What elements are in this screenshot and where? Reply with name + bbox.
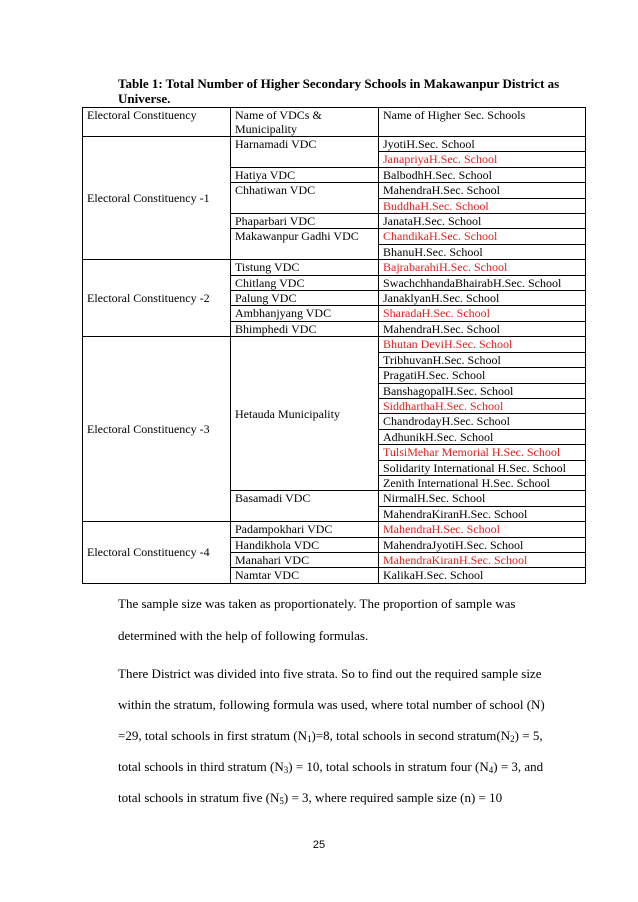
vdc-cell: Chitlang VDC xyxy=(231,275,379,290)
vdc-cell: Ambhanjyang VDC xyxy=(231,306,379,321)
school-cell: MahendraKiranH.Sec. School xyxy=(379,506,586,521)
school-cell: SiddharthaH.Sec. School xyxy=(379,398,586,413)
header-constituency: Electoral Constituency xyxy=(83,108,231,137)
school-cell: Zenith International H.Sec. School xyxy=(379,475,586,490)
caption-line-1: Table 1: Total Number of Higher Secondary Schools in Makawanpur District as xyxy=(118,76,560,91)
paragraph-line: total schools in stratum five $(N_5) = 3$, where required sample size (n) = 10 xyxy=(118,790,503,806)
vdc-cell xyxy=(231,244,379,259)
page-number: 25 xyxy=(312,839,326,851)
vdc-cell: Hetauda Municipality xyxy=(231,337,379,491)
school-cell: TulsiMehar Memorial H.Sec. School xyxy=(379,445,586,460)
caption-line-2: Universe. xyxy=(118,91,171,106)
school-cell: BhanuH.Sec. School xyxy=(379,244,586,259)
school-cell: TribhuvanH.Sec. School xyxy=(379,352,586,367)
table-caption xyxy=(118,76,588,106)
vdc-cell: Makawanpur Gadhi VDC xyxy=(231,229,379,244)
school-cell: MahendraH.Sec. School xyxy=(379,321,586,336)
table-row xyxy=(83,137,586,152)
constituency-cell: Electoral Constituency -1 xyxy=(83,137,231,260)
vdc-cell: Padampokhari VDC xyxy=(231,522,379,537)
school-cell: SharadaH.Sec. School xyxy=(379,306,586,321)
paragraph-line: There District was divided into five strata. So to find out the required sample size xyxy=(118,666,542,681)
school-cell: BanshagopalH.Sec. School xyxy=(379,383,586,398)
school-cell: JanapriyaH.Sec. School xyxy=(379,152,586,167)
constituency-cell: Electoral Constituency -4 xyxy=(83,522,231,584)
table-header-row xyxy=(83,108,586,137)
school-cell: Bhutan DeviH.Sec. School xyxy=(379,337,586,352)
schools-table xyxy=(82,107,586,584)
school-cell: MahendraH.Sec. School xyxy=(379,522,586,537)
vdc-cell xyxy=(231,506,379,521)
paragraph-line: determined with the help of following formulas. xyxy=(118,628,369,643)
school-cell: MahendraKiranH.Sec. School xyxy=(379,552,586,567)
constituency-cell: Electoral Constituency -3 xyxy=(83,337,231,522)
school-cell: BalbodhH.Sec. School xyxy=(379,167,586,182)
school-cell: BajrabarahiH.Sec. School xyxy=(379,260,586,275)
vdc-cell: Harnamadi VDC xyxy=(231,137,379,152)
paragraph-line: =29, total schools in first stratum $(N_1)=8$, total schools in second $stratum(N_2) = 5$, xyxy=(118,728,543,744)
vdc-cell: Bhimphedi VDC xyxy=(231,321,379,336)
header-schools: Name of Higher Sec. Schools xyxy=(379,108,586,137)
school-cell: SwachchhandaBhairabH.Sec. School xyxy=(379,275,586,290)
header-vdcs-line1: Name of VDCs & xyxy=(235,108,322,122)
school-cell: JanataH.Sec. School xyxy=(379,214,586,229)
school-cell: MahendraH.Sec. School xyxy=(379,183,586,198)
school-cell: BuddhaH.Sec. School xyxy=(379,198,586,213)
vdc-cell: Tistung VDC xyxy=(231,260,379,275)
school-cell: JanaklyanH.Sec. School xyxy=(379,291,586,306)
school-cell: AdhunikH.Sec. School xyxy=(379,429,586,444)
header-vdcs xyxy=(231,108,379,137)
table-row xyxy=(83,337,586,352)
vdc-cell xyxy=(231,152,379,167)
school-cell: NirmalH.Sec. School xyxy=(379,491,586,506)
vdc-cell: Manahari VDC xyxy=(231,552,379,567)
table-row xyxy=(83,260,586,275)
school-cell: KalikaH.Sec. School xyxy=(379,568,586,583)
school-cell: ChandikaH.Sec. School xyxy=(379,229,586,244)
paragraph-line: The sample size was taken as proportionately. The proportion of sample was xyxy=(118,596,516,611)
vdc-cell: Namtar VDC xyxy=(231,568,379,583)
school-cell: JyotiH.Sec. School xyxy=(379,137,586,152)
vdc-cell: Hatiya VDC xyxy=(231,167,379,182)
paragraph-line: total schools in third stratum $(N_3) = 10$, total schools in stratum four $(N_4) = 3$, and xyxy=(118,759,544,775)
vdc-cell: Palung VDC xyxy=(231,291,379,306)
vdc-cell: Basamadi VDC xyxy=(231,491,379,506)
school-cell: ChandrodayH.Sec. School xyxy=(379,414,586,429)
vdc-cell xyxy=(231,198,379,213)
constituency-cell: Electoral Constituency -2 xyxy=(83,260,231,337)
vdc-cell: Handikhola VDC xyxy=(231,537,379,552)
vdc-cell: Chhatiwan VDC xyxy=(231,183,379,198)
header-vdcs-line2: Municipality xyxy=(235,122,297,136)
school-cell: Solidarity International H.Sec. School xyxy=(379,460,586,475)
school-cell: PragatiH.Sec. School xyxy=(379,368,586,383)
table-row xyxy=(83,522,586,537)
paragraph-line: within the stratum, following formula was used, where total number of school (N) xyxy=(118,697,545,712)
vdc-cell: Phaparbari VDC xyxy=(231,214,379,229)
school-cell: MahendraJyotiH.Sec. School xyxy=(379,537,586,552)
